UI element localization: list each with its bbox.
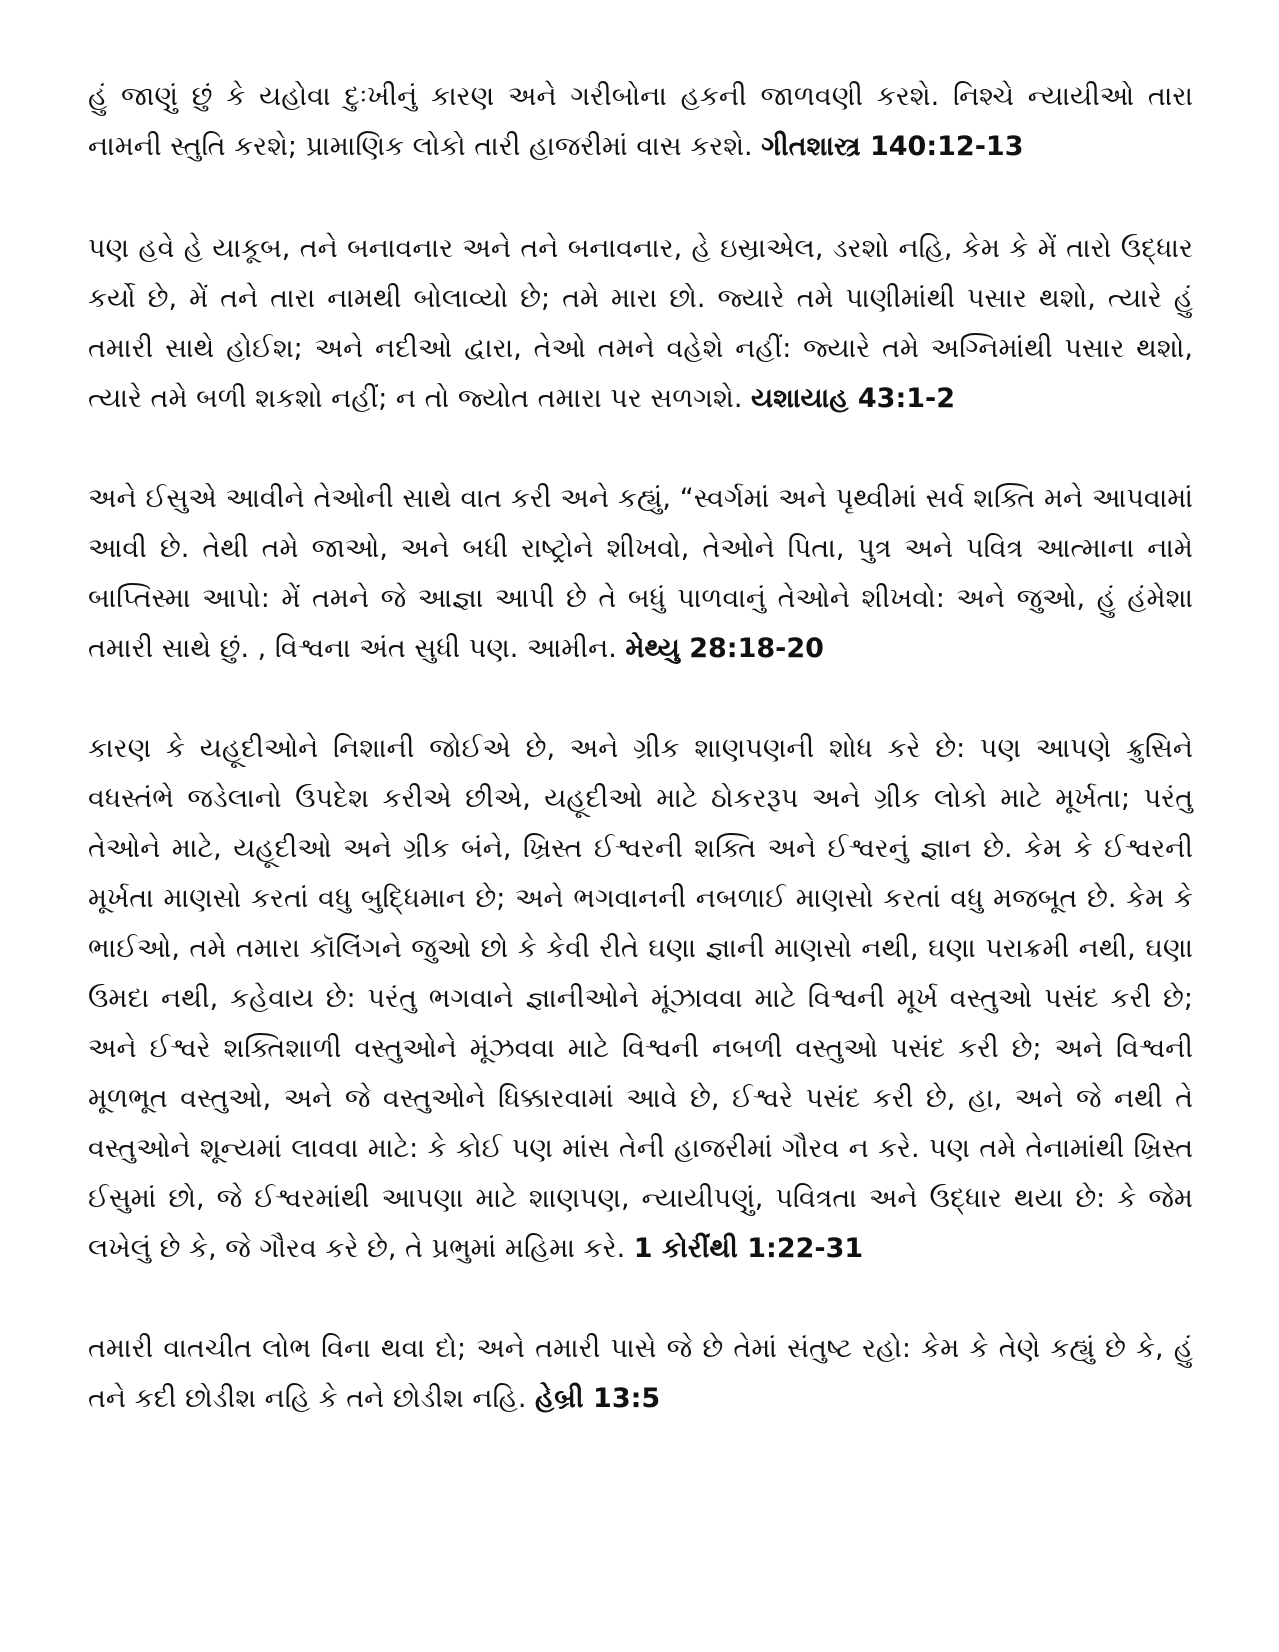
passage-matthew xyxy=(88,474,1193,674)
passage-text: હું જાણું છું કે યહોવા દુઃખીનું કારણ અને ગરીબોના હકની જાળવણી કરશે. નિશ્ચે ન્યાયીઓ તારા નામની સ્તુતિ કરશે; પ્રામાણિક લોકો તારી હાજરીમાં વાસ કરશે. xyxy=(88,81,1193,162)
scripture-reference: હેબ્રી 13:5 xyxy=(535,1383,661,1414)
scripture-reference: યશાયાહ 43:1-2 xyxy=(751,383,956,414)
scripture-reference: ગીતશાસ્ત્ર 140:12-13 xyxy=(761,131,1024,162)
scripture-reference: 1 કોરીંથી 1:22-31 xyxy=(633,1233,864,1264)
passage-text: પણ હવે હે યાકૂબ, તને બનાવનાર અને તને બનાવનાર, હે ઇસ્રાએલ, ડરશો નહિ, કેમ કે મેં તારો ઉદ્ધાર કર્યો છે, મેં તને તારા નામથી બોલાવ્યો છે; તમે મારા છો. જ્યારે તમે પાણીમાંથી પસાર થશો, ત્યારે હું તમારી સાથે હોઈશ; અને નદીઓ દ્વારા, તેઓ તમને વહેશે નહીં: જ્યારે તમે અગ્નિમાંથી પસાર થશો, ત્યારે તમે બળી શકશો નહીં; ન તો જ્યોત તમારા પર સળગશે. xyxy=(88,233,1193,414)
passage-text: તમારી વાતચીત લોભ વિના થવા દો; અને તમારી પાસે જે છે તેમાં સંતુષ્ટ રહો: કેમ કે તેણે કહ્યું છે કે, હું તને કદી છોડીશ નહિ કે તને છોડીશ નહિ. xyxy=(88,1333,1193,1414)
passage-hebrews xyxy=(88,1324,1193,1424)
passage-text: કારણ કે યહૂદીઓને નિશાની જોઈએ છે, અને ગ્રીક શાણપણની શોધ કરે છે: પણ આપણે ક્રુસિને વધસ્તંભે જડેલાનો ઉપદેશ કરીએ છીએ, યહૂદીઓ માટે ઠોકરરૂપ અને ગ્રીક લોકો માટે મૂર્ખતા; પરંતુ તેઓને માટે, યહૂદીઓ અને ગ્રીક બંને, ખ્રિસ્ત ઈશ્વરની શક્તિ અને ઈશ્વરનું જ્ઞાન છે. કેમ કે ઈશ્વરની મૂર્ખતા માણસો કરતાં વધુ બુદ્ધિમાન છે; અને ભગવાનની નબળાઈ માણસો કરતાં વધુ મજબૂત છે. કેમ કે ભાઈઓ, તમે તમારા કૉલિંગને જુઓ છો કે કેવી રીતે ઘણા જ્ઞાની માણસો નથી, ઘણા પરાક્રમી નથી, ઘણા ઉમદા નથી, કહેવાય છે: પરંતુ ભગવાને જ્ઞાનીઓને મૂંઝાવવા માટે વિશ્વની મૂર્ખ વસ્તુઓ પસંદ કરી છે; અને ઈશ્વરે શક્તિશાળી વસ્તુઓને મૂંઝવવા માટે વિશ્વની નબળી વસ્તુઓ પસંદ કરી છે; અને વિશ્વની મૂળભૂત વસ્તુઓ, અને જે વસ્તુઓને ધિક્કારવામાં આવે છે, ઈશ્વરે પસંદ કરી છે, હા, અને જે નથી તે વસ્તુઓને શૂન્યમાં લાવવા માટે: કે કોઈ પણ માંસ તેની હાજરીમાં ગૌરવ ન કરે. પણ તમે તેનામાંથી ખ્રિસ્ત ઈસુમાં છો, જે ઈશ્વરમાંથી આપણા માટે શાણપણ, ન્યાયીપણું, પવિત્રતા અને ઉદ્ધાર થયા છે: કે જેમ લખેલું છે કે, જે ગૌરવ કરે છે, તે પ્રભુમાં મહિમા કરે. xyxy=(88,733,1193,1264)
passage-psalms xyxy=(88,72,1193,172)
passage-text: અને ઈસુએ આવીને તેઓની સાથે વાત કરી અને કહ્યું, “સ્વર્ગમાં અને પૃથ્વીમાં સર્વ શક્તિ મને આપવામાં આવી છે. તેથી તમે જાઓ, અને બધી રાષ્ટ્રોને શીખવો, તેઓને પિતા, પુત્ર અને પવિત્ર આત્માના નામે બાપ્તિસ્મા આપો: મેં તમને જે આજ્ઞા આપી છે તે બધું પાળવાનું તેઓને શીખવો: અને જુઓ, હું હંમેશા તમારી સાથે છું. , વિશ્વના અંત સુધી પણ. આમીન. xyxy=(88,483,1193,664)
passage-isaiah xyxy=(88,224,1193,424)
passage-corinthians xyxy=(88,724,1193,1274)
scripture-reference: મેથ્યુ 28:18-20 xyxy=(625,633,824,664)
